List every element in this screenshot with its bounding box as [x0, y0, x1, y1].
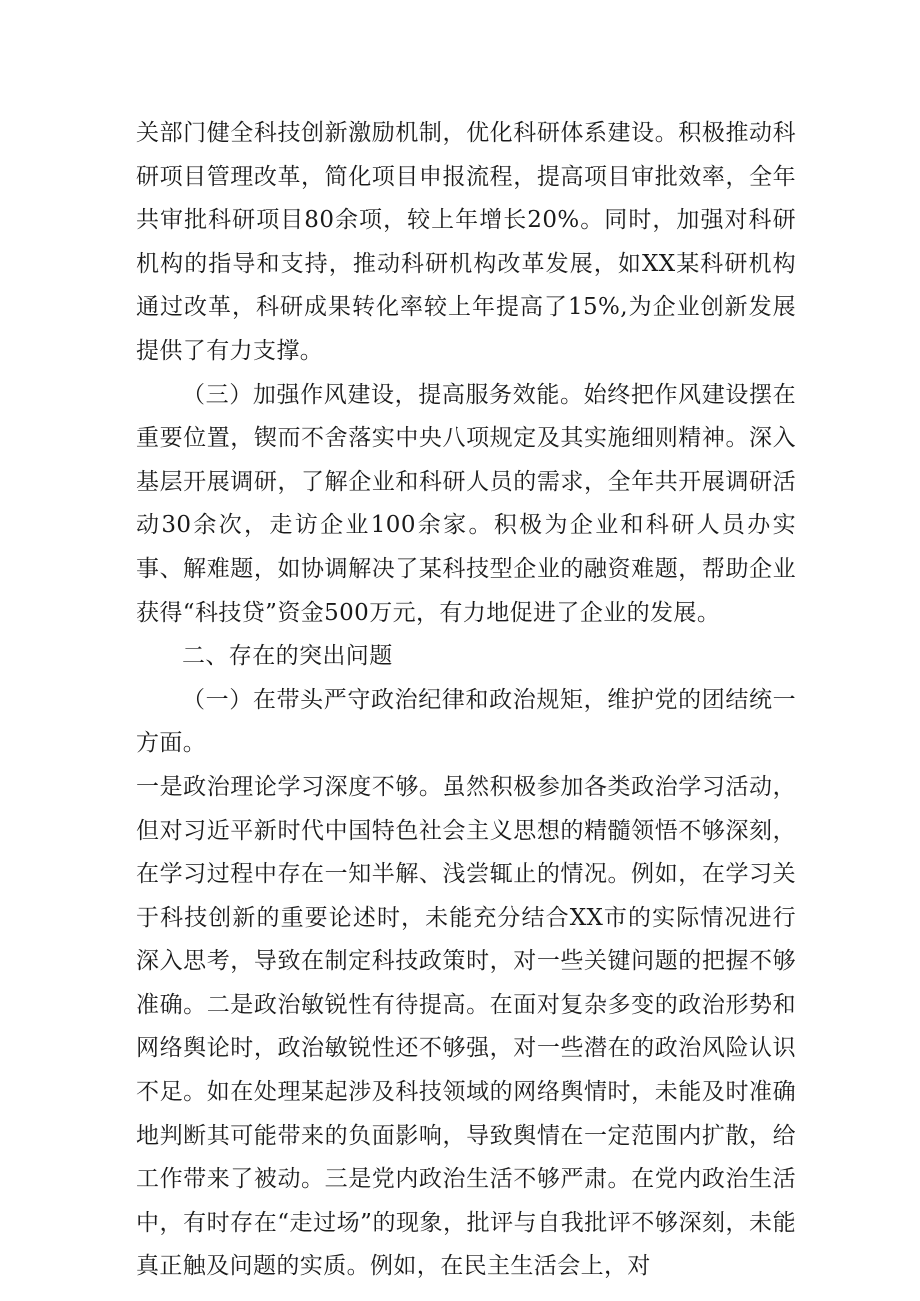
paragraph-continuation: 关部门健全科技创新激励机制，优化科研体系建设。积极推动科研项目管理改革，简化项目申报流程，提高项目审批效率，全年共审批科研项目80余项，较上年增长20%。同时，加强对科研机构的指导和支持，推动科研机构改革发展，如XX某科研机构通过改革，科研成果转化率较上年提高了15%,为企业创新发展提供了有力支撑。: [136, 120, 796, 364]
paragraph-section-three: （三）加强作风建设，提高服务效能。始终把作风建设摆在重要位置，锲而不舍落实中央八项规定及其实施细则精神。深入基层开展调研，了解企业和科研人员的需求，全年共开展调研活动30余次，走访企业100余家。积极为企业和科研人员办实事、解难题，如协调解决了某科技型企业的融资难题，帮助企业获得“科技贷”资金500万元，有力地促进了企业的发展。: [136, 381, 796, 626]
document-body: [136, 112, 796, 1289]
subheading-political-discipline: （一）在带头严守政治纪律和政治规矩，维护党的团结统一方面。: [136, 686, 796, 757]
heading-outstanding-problems: 二、存在的突出问题: [182, 643, 393, 670]
paragraph-problem-details: 一是政治理论学习深度不够。虽然积极参加各类政治学习活动，但对习近平新时代中国特色社会主义思想的精髓领悟不够深刻，在学习过程中存在一知半解、浅尝辄止的情况。例如，在学习关于科技创新的重要论述时，未能充分结合XX市的实际情况进行深入思考，导致在制定科技政策时，对一些关键问题的把握不够准确。二是政治敏锐性有待提高。在面对复杂多变的政治形势和网络舆论时，政治敏锐性还不够强，对一些潜在的政治风险认识不足。如在处理某起涉及科技领域的网络舆情时，未能及时准确地判断其可能带来的负面影响，导致舆情在一定范围内扩散，给工作带来了被动。三是党内政治生活不够严肃。在党内政治生活中，有时存在“走过场”的现象，批评与自我批评不够深刻，未能真正触及问题的实质。例如，在民主生活会上，对: [136, 773, 796, 1280]
